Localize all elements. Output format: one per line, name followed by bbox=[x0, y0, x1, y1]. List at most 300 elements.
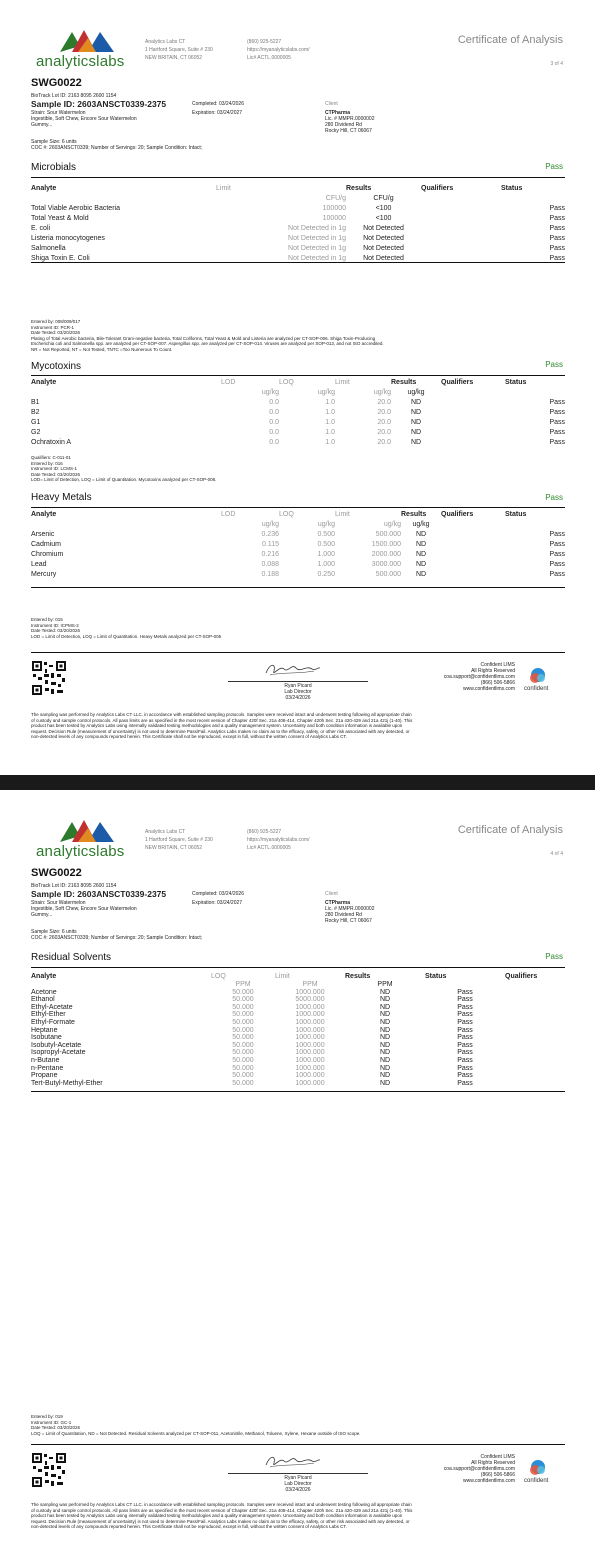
limit-value: 100000 bbox=[322, 214, 346, 222]
microbials-title: Microbials bbox=[31, 162, 77, 173]
lod-value: 0.0 bbox=[269, 398, 279, 406]
lod-value: 0.188 bbox=[261, 570, 279, 578]
loq-value: 50.000 bbox=[232, 1041, 254, 1049]
analyte-name: Propane bbox=[31, 1072, 58, 1080]
table-row bbox=[31, 1011, 565, 1019]
analytics-labs-logo bbox=[36, 818, 136, 864]
analyte-name: Total Yeast & Mold bbox=[31, 214, 89, 222]
result-value: ND bbox=[379, 1018, 391, 1026]
lab-website[interactable]: https://myanalyticslabs.com/ bbox=[247, 837, 310, 843]
note-line: Instrument ID: GC-1 bbox=[31, 1419, 72, 1425]
confident-logo-icon bbox=[528, 667, 550, 685]
signed-date: 03/24/2026 bbox=[285, 695, 311, 701]
status-value: Pass bbox=[549, 204, 565, 212]
loq-value: 1.000 bbox=[317, 560, 335, 568]
status-value: Pass bbox=[549, 418, 565, 426]
table-row bbox=[31, 437, 565, 447]
col-results: Results bbox=[401, 510, 427, 518]
analyte-name: Ochratoxin A bbox=[31, 438, 72, 446]
result-value: ND bbox=[415, 540, 427, 548]
note-line: Date Tested: 03/20/2026 bbox=[31, 471, 80, 477]
heavy-metals-notes bbox=[31, 617, 221, 639]
table-row bbox=[31, 417, 565, 427]
lab-name: Analytics Labs CT bbox=[145, 39, 186, 45]
loq-value: 50.000 bbox=[232, 1049, 254, 1057]
col-results: Results bbox=[346, 184, 372, 192]
unit-lod: ug/kg bbox=[261, 388, 279, 396]
expiration-date: Expiration: 03/24/2027 bbox=[192, 110, 243, 116]
col-status: Status bbox=[425, 973, 447, 981]
divider bbox=[31, 262, 565, 263]
limit-value: 100000 bbox=[322, 204, 346, 212]
col-loq: LOQ bbox=[211, 973, 226, 981]
sample-code: SWG0022 bbox=[31, 77, 82, 89]
table-row bbox=[31, 223, 565, 233]
analyte-name: Mercury bbox=[31, 570, 57, 578]
signed-date: 03/24/2026 bbox=[285, 1487, 311, 1493]
lab-address-2: NEW BRITAIN, CT 06052 bbox=[145, 845, 203, 851]
result-value: ND bbox=[410, 408, 422, 416]
table-row bbox=[31, 407, 565, 417]
unit-lod: ug/kg bbox=[261, 520, 279, 528]
completed-date: Completed: 03/24/2026 bbox=[192, 101, 244, 107]
loq-value: 50.000 bbox=[232, 996, 254, 1004]
status-value: Pass bbox=[457, 1056, 473, 1064]
col-analyte: Analyte bbox=[31, 378, 57, 386]
col-analyte: Analyte bbox=[31, 973, 57, 981]
signature-line bbox=[228, 1473, 368, 1474]
completed-date: Completed: 03/24/2026 bbox=[192, 891, 244, 897]
divider bbox=[31, 1091, 565, 1092]
limit-value: 1000.000 bbox=[295, 1064, 325, 1072]
table-row bbox=[31, 1027, 565, 1035]
table-row bbox=[31, 233, 565, 243]
qr-code-icon[interactable] bbox=[31, 1452, 67, 1488]
limit-value: 1000.000 bbox=[295, 1034, 325, 1042]
analyte-name: Lead bbox=[31, 560, 47, 568]
analyte-name: Total Viable Aerobic Bacteria bbox=[31, 204, 120, 212]
disclaimer bbox=[31, 712, 412, 740]
note-line: LOQ = Limit of Quantitation, ND = Not Detected. Residual Solvents analyzed per CT-SOP-011, Acetonitrile, Methanol, Toluene, Xylene, Hexane outside of ISO scope. bbox=[31, 1430, 361, 1436]
note-line: Entered by: 016 bbox=[31, 460, 63, 466]
disclaimer-line: request. Decision Rule (measurement of uncertainty) is not used to determine Pass/Fail. Analytics Labs makes no claim as to the efficacy, safety, or other risk associated with any detected, or bbox=[31, 728, 410, 734]
lab-name: Analytics Labs CT bbox=[145, 829, 186, 835]
analyte-name: Listeria monocytogenes bbox=[31, 234, 105, 242]
disclaimer-line: of custody and sample control protocols. All pass limits are as specified in the most recent version of Chapter 420f Sec. 21a 408-414, Chapter 420h Sec. 21a 420-429 and 21a 421j (1-40). This bbox=[31, 1507, 413, 1513]
analyte-name: B2 bbox=[31, 408, 40, 416]
loq-value: 0.250 bbox=[317, 570, 335, 578]
client-license: Lic. # MMPR.0000002 bbox=[325, 116, 375, 122]
loq-value: 50.000 bbox=[232, 1056, 254, 1064]
result-value: ND bbox=[379, 1049, 391, 1057]
col-status: Status bbox=[501, 184, 523, 192]
col-limit: Limit bbox=[275, 973, 290, 981]
table-row bbox=[31, 559, 565, 569]
coa-title: Certificate of Analysis bbox=[457, 824, 563, 836]
analytics-labs-logo bbox=[36, 28, 136, 74]
lod-value: 0.0 bbox=[269, 418, 279, 426]
limit-value: 3000.000 bbox=[371, 560, 401, 568]
coc-info: COC #: 2603ANSCT0339; Number of Servings: 20; Sample Condition: Intact; bbox=[31, 935, 203, 941]
table-header bbox=[31, 509, 565, 519]
status-value: Pass bbox=[457, 988, 473, 996]
result-value: ND bbox=[415, 550, 427, 558]
signature-image bbox=[262, 659, 322, 681]
disclaimer-line: product has been tested by Analytics Labs using internally validated testing methodologies and a quality management system. Uncertainty and both condition information is available upon bbox=[31, 723, 403, 728]
confident-email[interactable]: coa.support@confidentlims.com bbox=[443, 674, 515, 680]
result-value: ND bbox=[379, 1072, 391, 1080]
strain: Strain: Sour Watermelon bbox=[31, 110, 86, 116]
limit-value: 1000.000 bbox=[295, 1018, 325, 1026]
loq-value: 50.000 bbox=[232, 1018, 254, 1026]
limit-value: 1500.000 bbox=[371, 540, 401, 548]
analyte-name: Acetone bbox=[31, 988, 57, 996]
lab-address-2: NEW BRITAIN, CT 06052 bbox=[145, 55, 203, 61]
signer-name: Ryan Picard bbox=[284, 1475, 312, 1481]
units-row bbox=[31, 981, 565, 989]
analyte-name: Heptane bbox=[31, 1026, 58, 1034]
status-value: Pass bbox=[457, 1064, 473, 1072]
limit-value: 500.000 bbox=[375, 530, 401, 538]
table-row bbox=[31, 529, 565, 539]
result-value: ND bbox=[379, 988, 391, 996]
signer-title: Lab Director bbox=[284, 1481, 312, 1487]
confident-line: All Rights Reserved bbox=[471, 1460, 515, 1466]
unit-results: PPM bbox=[377, 981, 393, 988]
limit-value: 1000.000 bbox=[295, 1072, 325, 1080]
status-value: Pass bbox=[549, 214, 565, 222]
table-row bbox=[31, 1034, 565, 1042]
disclaimer bbox=[31, 1502, 412, 1530]
note-line: Date Tested: 03/20/2026 bbox=[31, 1425, 80, 1430]
table-row bbox=[31, 1057, 565, 1065]
signer-block bbox=[280, 1475, 316, 1493]
confident-line: Confident LIMS bbox=[480, 662, 515, 668]
limit-value: 20.0 bbox=[377, 418, 391, 426]
units-row bbox=[31, 193, 565, 203]
limit-value: 500.000 bbox=[375, 570, 401, 578]
confident-line: Confident LIMS bbox=[480, 1454, 515, 1460]
limit-value: Not Detected in 1g bbox=[288, 254, 346, 262]
table-row bbox=[31, 1004, 565, 1012]
divider bbox=[31, 177, 565, 178]
status-value: Pass bbox=[549, 254, 565, 262]
loq-value: 50.000 bbox=[232, 1003, 254, 1011]
col-results: Results bbox=[345, 973, 371, 981]
status-value: Pass bbox=[549, 398, 565, 406]
confident-brand: confident bbox=[524, 686, 549, 692]
confident-email[interactable]: coa.support@confidentlims.com bbox=[443, 1466, 515, 1472]
limit-value: 20.0 bbox=[377, 408, 391, 416]
col-limit: Limit bbox=[335, 510, 350, 518]
result-value: ND bbox=[410, 398, 422, 406]
table-header bbox=[31, 377, 565, 387]
confident-phone: (866) 506-5866 bbox=[480, 680, 515, 686]
status-value: Pass bbox=[457, 1049, 473, 1057]
analyte-name: Ethyl-Ether bbox=[31, 1011, 66, 1019]
status-value: Pass bbox=[549, 570, 565, 578]
result-value: ND bbox=[415, 570, 427, 578]
residual-solvents-title: Residual Solvents bbox=[31, 952, 112, 963]
table-row bbox=[31, 996, 565, 1004]
status-value: Pass bbox=[549, 234, 565, 242]
result-value: ND bbox=[415, 560, 427, 568]
microbials-pass: Pass bbox=[545, 162, 563, 171]
status-value: Pass bbox=[549, 408, 565, 416]
loq-value: 50.000 bbox=[232, 1026, 254, 1034]
result-value: ND bbox=[379, 1064, 391, 1072]
col-results: Results bbox=[391, 378, 417, 386]
note-line: Plating of Total Aerobic bacteria, Bile-Tolerant Gram-negative bacteria, Total Coliforms, Total Yeast & Mold and Listeria are analyzed per CT-SOP-006. Shiga Toxin-Producing bbox=[31, 335, 376, 341]
status-value: Pass bbox=[457, 1034, 473, 1042]
limit-value: 1000.000 bbox=[295, 988, 325, 996]
signer-title: Lab Director bbox=[284, 689, 312, 695]
sample-code: SWG0022 bbox=[31, 867, 82, 879]
analyte-name: n-Pentane bbox=[31, 1064, 64, 1072]
table-row bbox=[31, 397, 565, 407]
disclaimer-line: The sampling was performed by Analytics Labs CT LLC. in accordance with established sampling protocols. Samples were received intact and underwent testing following all appropriate chain bbox=[31, 712, 412, 717]
divider bbox=[31, 1444, 565, 1445]
confident-info bbox=[444, 662, 515, 692]
status-value: Pass bbox=[457, 1026, 473, 1034]
signature-line bbox=[228, 681, 368, 682]
loq-value: 1.000 bbox=[317, 550, 335, 558]
disclaimer-line: The sampling was performed by Analytics Labs CT LLC. in accordance with established sampling protocols. Samples were received intact and underwent testing following all appropriate chain bbox=[31, 1502, 412, 1507]
analyte-name: Ethyl-Formate bbox=[31, 1018, 75, 1026]
table-header bbox=[31, 973, 565, 981]
status-value: Pass bbox=[457, 1079, 473, 1087]
lod-value: 0.088 bbox=[261, 560, 279, 568]
unit-results: ug/kg bbox=[412, 520, 430, 528]
note-line: Date Tested: 03/20/2026 bbox=[31, 330, 80, 335]
logo-word-labs: labs bbox=[96, 53, 125, 70]
lod-value: 0.115 bbox=[262, 540, 279, 548]
confident-website[interactable]: www.confidentlims.com bbox=[463, 686, 515, 692]
col-loq: LOQ bbox=[279, 378, 294, 386]
product-description-2: Gummy... bbox=[31, 122, 53, 128]
result-value: ND bbox=[379, 1034, 391, 1042]
result-value: ND bbox=[410, 428, 422, 436]
note-line: Entered by: 019 bbox=[31, 1414, 63, 1419]
note-line: Entered by: 008/009/017 bbox=[31, 319, 81, 324]
residual-solvents-table bbox=[31, 973, 565, 1087]
biotrack-lot: BioTrack Lot ID: 2163 8095 2600 1154 bbox=[31, 883, 117, 889]
result-value: ND bbox=[415, 530, 427, 538]
limit-value: 20.0 bbox=[377, 398, 391, 406]
disclaimer-line: non-detected levels of any compounds reported herein. This Certificate shall not be reproduced, except in full, without the written consent of Analytics Labs CT. bbox=[31, 734, 347, 739]
confident-logo-icon bbox=[528, 1459, 550, 1477]
table-row bbox=[31, 1065, 565, 1073]
lab-phone: (860) 925-5227 bbox=[247, 39, 282, 45]
col-loq: LOQ bbox=[279, 510, 294, 518]
limit-value: 5000.000 bbox=[295, 996, 325, 1004]
client-label: Client bbox=[325, 101, 338, 107]
note-line: Date Tested: 03/20/2026 bbox=[31, 628, 80, 633]
strain: Strain: Sour Watermelon bbox=[31, 900, 86, 906]
note-line: NR = Not Reported, NT = Not Tested, TNTC =Too Numerous To Count. bbox=[31, 346, 173, 352]
note-line: Qualifiers: C-011-01 bbox=[31, 455, 71, 460]
limit-value: 1000.000 bbox=[295, 1041, 325, 1049]
loq-value: 1.0 bbox=[325, 418, 335, 426]
table-row bbox=[31, 569, 565, 579]
limit-value: 20.0 bbox=[377, 438, 391, 446]
mycotoxins-title: Mycotoxins bbox=[31, 361, 82, 372]
qr-code-icon[interactable] bbox=[31, 660, 67, 696]
biotrack-lot: BioTrack Lot ID: 2163 8095 2600 1154 bbox=[31, 93, 117, 99]
note-line: Instrument ID: LCMS-1 bbox=[31, 466, 78, 471]
table-row bbox=[31, 243, 565, 253]
table-row bbox=[31, 1080, 565, 1088]
loq-value: 50.000 bbox=[232, 1034, 254, 1042]
result-value: Not Detected bbox=[363, 254, 404, 262]
loq-value: 50.000 bbox=[232, 1079, 254, 1087]
logo-word-analytics: analytics bbox=[36, 53, 97, 70]
result-value: Not Detected bbox=[363, 224, 404, 232]
loq-value: 1.0 bbox=[325, 398, 335, 406]
table-row bbox=[31, 989, 565, 997]
sample-size: Sample Size: 6 units bbox=[31, 139, 77, 145]
client-address-1: 280 Dividend Rd bbox=[325, 122, 362, 128]
loq-value: 0.500 bbox=[317, 530, 335, 538]
unit-results: ug/kg bbox=[407, 388, 425, 396]
coa-page-3 bbox=[0, 0, 595, 775]
limit-value: Not Detected in 1g bbox=[288, 224, 346, 232]
loq-value: 1.0 bbox=[325, 438, 335, 446]
disclaimer-line: product has been tested by Analytics Labs using internally validated testing methodologies and a quality management system. Uncertainty and both condition information is available upon bbox=[31, 1513, 403, 1518]
product-description: Ingestible, Soft Chew, Encore Sour Watermelon bbox=[31, 116, 137, 122]
divider bbox=[31, 587, 565, 588]
result-value: ND bbox=[379, 1003, 391, 1011]
status-value: Pass bbox=[457, 996, 473, 1004]
status-value: Pass bbox=[549, 224, 565, 232]
microbials-table bbox=[31, 183, 565, 263]
analyte-name: Cadmium bbox=[31, 540, 61, 548]
mycotoxins-pass: Pass bbox=[545, 360, 563, 369]
table-header bbox=[31, 183, 565, 193]
limit-value: 1000.000 bbox=[295, 1026, 325, 1034]
analyte-name: Ethyl-Acetate bbox=[31, 1003, 73, 1011]
mountain-logo-icon bbox=[58, 818, 118, 844]
status-value: Pass bbox=[549, 438, 565, 446]
limit-value: Not Detected in 1g bbox=[288, 234, 346, 242]
result-value: <100 bbox=[375, 214, 392, 222]
limit-value: 1000.000 bbox=[295, 1079, 325, 1087]
result-value: ND bbox=[379, 1056, 391, 1064]
lod-value: 0.216 bbox=[261, 550, 279, 558]
status-value: Pass bbox=[457, 1011, 473, 1019]
limit-value: 1000.000 bbox=[295, 1056, 325, 1064]
residual-solvents-pass: Pass bbox=[545, 952, 563, 961]
result-value: ND bbox=[379, 1011, 391, 1019]
client-name: CTPharma bbox=[325, 900, 351, 906]
analyte-name: n-Butane bbox=[31, 1056, 60, 1064]
status-value: Pass bbox=[549, 550, 565, 558]
signer-name: Ryan Picard bbox=[284, 683, 312, 689]
col-qualifiers: Qualifiers bbox=[441, 510, 474, 518]
confident-website[interactable]: www.confidentlims.com bbox=[463, 1478, 515, 1484]
disclaimer-line: of custody and sample control protocols. All pass limits are as specified in the most recent version of Chapter 420f Sec. 21a 408-414, Chapter 420h Sec. 21a 420-429 and 21a 421j (1-40). This bbox=[31, 717, 413, 723]
unit-limit: CFU/g bbox=[325, 194, 346, 202]
analyte-name: Isobutyl-Acetate bbox=[31, 1041, 82, 1049]
lab-license: Lic# ACTL.0000005 bbox=[247, 55, 291, 61]
page-number: 4 of 4 bbox=[550, 851, 563, 857]
coa-page-4 bbox=[0, 790, 595, 1561]
status-value: Pass bbox=[457, 1003, 473, 1011]
table-row bbox=[31, 213, 565, 223]
result-value: ND bbox=[379, 1041, 391, 1049]
result-value: <100 bbox=[375, 204, 392, 212]
result-value: ND bbox=[379, 1079, 391, 1087]
col-limit: Limit bbox=[335, 378, 350, 386]
client-label: Client bbox=[325, 891, 338, 897]
col-status: Status bbox=[505, 378, 527, 386]
divider bbox=[31, 652, 565, 653]
unit-loq: ug/kg bbox=[317, 520, 335, 528]
loq-value: 50.000 bbox=[232, 1064, 254, 1072]
unit-loq: ug/kg bbox=[317, 388, 335, 396]
confident-brand: confident bbox=[524, 1478, 549, 1484]
status-value: Pass bbox=[457, 1072, 473, 1080]
col-analyte: Analyte bbox=[31, 510, 57, 518]
sample-id: Sample ID: 2603ANSCT0339-2375 bbox=[31, 99, 167, 109]
lod-value: 0.0 bbox=[269, 428, 279, 436]
divider bbox=[31, 375, 565, 376]
confident-info bbox=[444, 1454, 515, 1484]
table-row bbox=[31, 549, 565, 559]
result-value: ND bbox=[410, 438, 422, 446]
limit-value: 20.0 bbox=[377, 428, 391, 436]
table-row bbox=[31, 427, 565, 437]
lab-website[interactable]: https://myanalyticslabs.com/ bbox=[247, 47, 310, 53]
logo-word-analytics: analytics bbox=[36, 843, 97, 860]
limit-value: 1000.000 bbox=[295, 1011, 325, 1019]
col-lod: LOD bbox=[221, 510, 236, 518]
limit-value: Not Detected in 1g bbox=[288, 244, 346, 252]
loq-value: 1.0 bbox=[325, 408, 335, 416]
status-value: Pass bbox=[549, 530, 565, 538]
product-description-2: Gummy... bbox=[31, 912, 53, 918]
divider bbox=[31, 967, 565, 968]
note-line: Escherichia coli and Salmonella spp. are analyzed per CT-SOP-007. Aspergillus spp. are analyzed per CT-SOP-014. Viruses are analyzed per SOP-013, and not ISO accredited. bbox=[31, 341, 384, 346]
client-address-1: 280 Dividend Rd bbox=[325, 912, 362, 918]
note-line: Instrument ID: ICPMS-2 bbox=[31, 622, 79, 628]
disclaimer-line: request. Decision Rule (measurement of uncertainty) is not used to determine Pass/Fail. Analytics Labs makes no claim as to the efficacy, safety, or other risk associated with any detected, or bbox=[31, 1518, 410, 1524]
loq-value: 50.000 bbox=[232, 1011, 254, 1019]
result-value: Not Detected bbox=[363, 244, 404, 252]
table-row bbox=[31, 1042, 565, 1050]
units-row bbox=[31, 519, 565, 529]
confident-phone: (866) 506-5866 bbox=[480, 1472, 515, 1478]
expiration-date: Expiration: 03/24/2027 bbox=[192, 900, 243, 906]
note-line: LOD= Limit of Detection, LOQ = Limit of Quantitation. Mycotoxins analyzed per CT-SOP-008. bbox=[31, 477, 217, 482]
limit-value: 1000.000 bbox=[295, 1003, 325, 1011]
result-value: ND bbox=[379, 1026, 391, 1034]
divider bbox=[31, 507, 565, 508]
unit-limit: ug/kg bbox=[383, 520, 401, 528]
lab-license: Lic# ACTL.0000005 bbox=[247, 845, 291, 851]
heavy-metals-pass: Pass bbox=[545, 493, 563, 502]
coc-info: COC #: 2603ANSCT0339; Number of Servings: 20; Sample Condition: Intact; bbox=[31, 145, 203, 151]
col-qualifiers: Qualifiers bbox=[441, 378, 474, 386]
table-row bbox=[31, 203, 565, 213]
status-value: Pass bbox=[549, 244, 565, 252]
client-license: Lic. # MMPR.0000002 bbox=[325, 906, 375, 912]
units-row bbox=[31, 387, 565, 397]
page-number: 3 of 4 bbox=[550, 61, 563, 67]
loq-value: 50.000 bbox=[232, 1072, 254, 1080]
analyte-name: Isopropyl-Acetate bbox=[31, 1049, 86, 1057]
heavy-metals-table bbox=[31, 509, 565, 579]
